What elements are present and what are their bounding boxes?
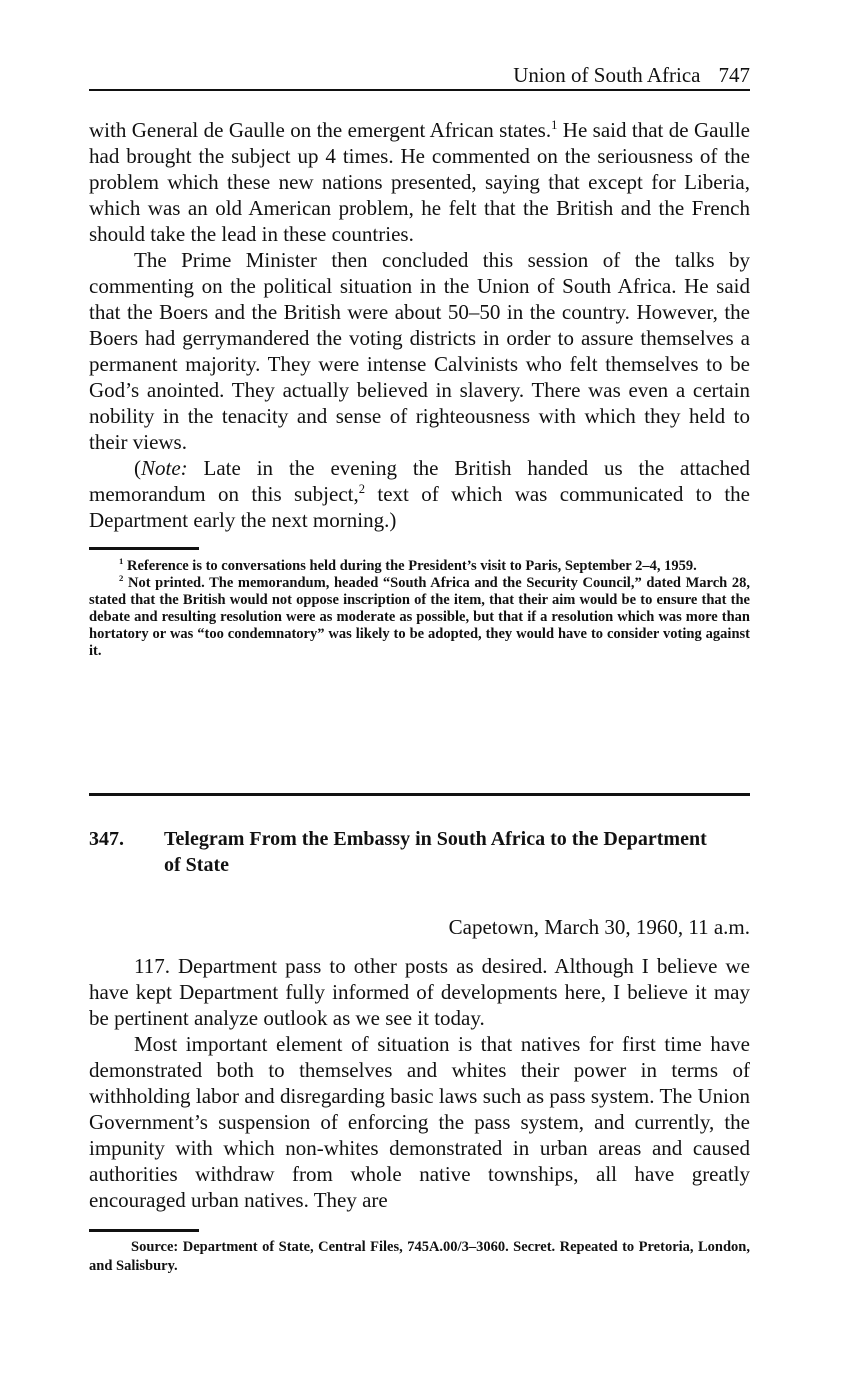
text-run: with General de Gaulle on the emergent African states. xyxy=(89,118,552,142)
footnote-ref: 2 xyxy=(358,482,366,496)
document-number: 347. xyxy=(89,828,124,850)
telegram-text xyxy=(89,953,750,1213)
header-rule xyxy=(89,89,750,91)
paragraph: The Prime Minister then concluded this session of the talks by commenting on the political situation in the Union of South Africa. He said that the Boers and the British were about 50–50 in the country. However, the Boers had gerrymandered the voting districts in order to assure themselves a permanent majority. They were intense Calvinists who felt themselves to be God’s anointed. They actually believed in slavery. There was even a certain nobility in the tenacity and sense of righteousness with which they held to their views. xyxy=(89,248,750,454)
page-number: 747 xyxy=(718,63,750,87)
paragraph: 117. Department pass to other posts as desired. Although I believe we have kept Department fully informed of developments here, I believe it may be pertinent analyze outlook as we see it today. xyxy=(89,954,750,1030)
text-run: text of which was communicated to the Department early the next morning.) xyxy=(89,482,750,532)
text-run: He said that de Gaulle had brought the subject up 4 times. He commented on the seriousness of the problem which these new nations presented, saying that except for Liberia, which was an old American problem, he felt that the British and the French should take the lead in these countries. xyxy=(89,118,750,246)
document-title: Telegram From the Embassy in South Africa to the Department of State xyxy=(164,828,707,876)
running-header xyxy=(89,62,750,88)
continued-text xyxy=(89,117,750,533)
footnote-1 xyxy=(89,558,750,575)
footnote-text: Reference is to conversations held during the President’s visit to Paris, September 2–4, 1959. xyxy=(123,558,697,574)
footnote-mark: 1 xyxy=(119,556,124,567)
section-rule xyxy=(89,793,750,796)
running-title: Union of South Africa xyxy=(513,63,701,87)
paragraph: Most important element of situation is that natives for first time have demonstrated both to themselves and whites their power in terms of withholding labor and disregarding basic laws such as pass system. The Union Government’s suspension of enforcing the pass system, and currently, the impunity with which non-whites demonstrated in urban areas and caused authorities withdraw from whole native townships, all have greatly encouraged urban natives. They are xyxy=(89,1032,750,1212)
note-label: Note: xyxy=(141,456,188,480)
source-rule xyxy=(89,1229,199,1232)
footnote-rule xyxy=(89,547,199,550)
source-note: Source: Department of State, Central Files, 745A.00/3–3060. Secret. Repeated to Pretoria, London, and Salisbury. xyxy=(89,1239,750,1274)
paragraph xyxy=(89,455,750,533)
footnotes xyxy=(89,558,750,660)
text-run: Late in the evening the British handed us the attached memorandum on this subject, xyxy=(89,456,750,506)
footnote-mark: 2 xyxy=(119,573,124,584)
paragraph xyxy=(89,117,750,247)
footnote-ref: 1 xyxy=(551,118,558,132)
footnote-2 xyxy=(89,575,750,660)
text-run: ( xyxy=(134,456,141,480)
dateline: Capetown, March 30, 1960, 11 a.m. xyxy=(448,915,750,939)
footnote-text: Not printed. The memorandum, headed “South Africa and the Security Council,” dated March 28, stated that the British would not oppose inscription of the item, that their aim would be to ensure that the debate and resulting resolution were as moderate as possible, but that if a resolution which was more than hortatory or was “too condemnatory” was likely to be adopted, they would have to consider voting against it. xyxy=(89,575,750,659)
